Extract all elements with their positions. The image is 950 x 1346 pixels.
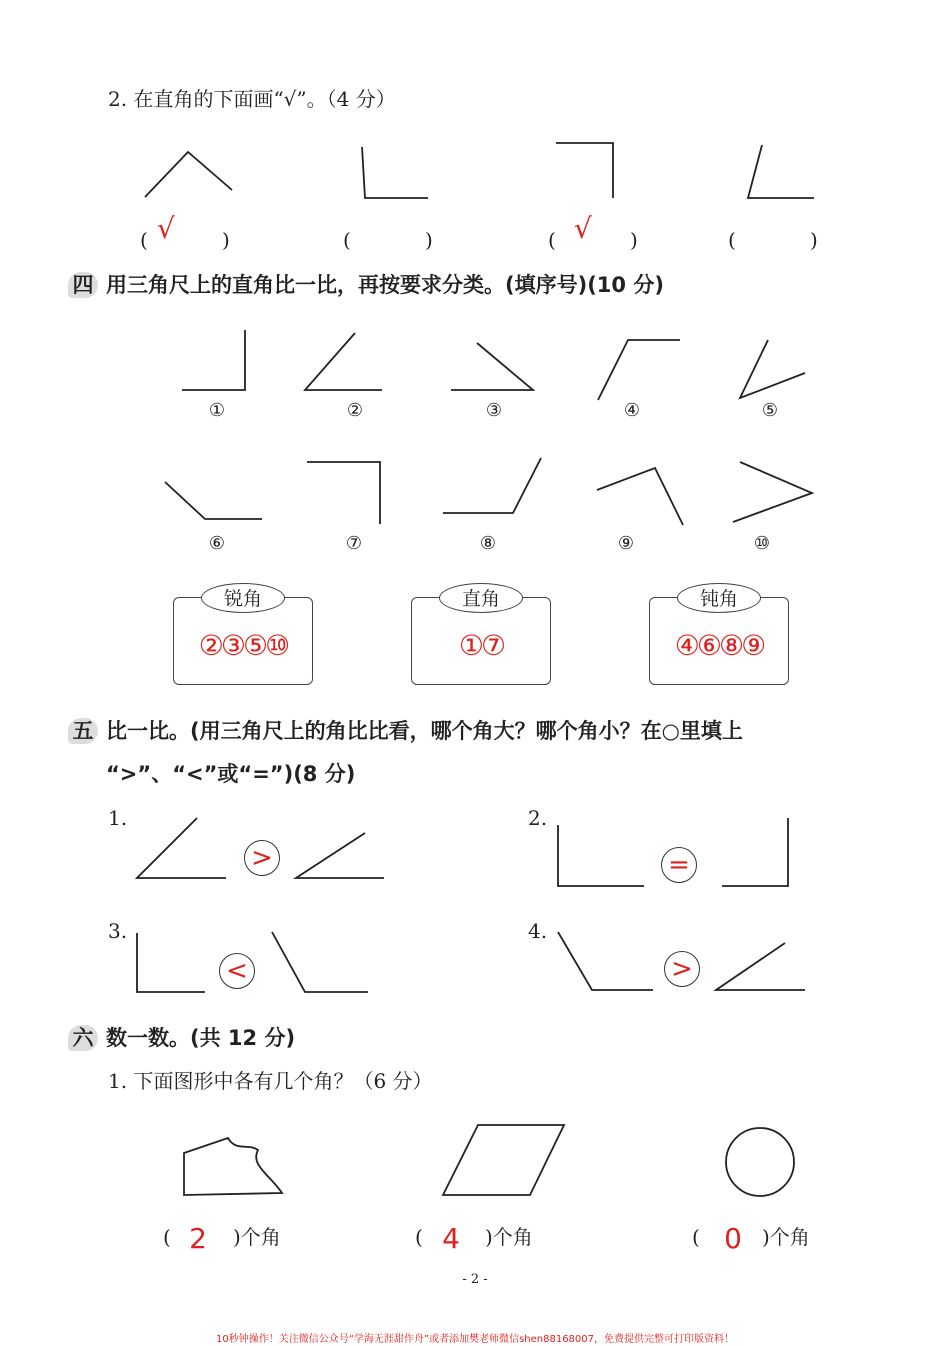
angle-label: ⑥	[208, 533, 226, 554]
paren-open: (	[548, 228, 556, 252]
page-number: - 2 -	[462, 1272, 488, 1287]
paren-open: (	[163, 1225, 171, 1249]
angle-label: ⑧	[479, 533, 497, 554]
section-6-badge: 六	[68, 1025, 98, 1051]
angle-label: ⑩	[753, 533, 771, 554]
compare-circle-2[interactable]: =	[661, 847, 697, 883]
angle-label: ①	[208, 400, 226, 421]
count-answer-1[interactable]: 2	[189, 1222, 207, 1255]
section-5-badge: 五	[68, 718, 98, 744]
right-angle-label: 直角	[439, 583, 523, 613]
s4-angles	[165, 330, 812, 525]
section-6-heading: 数一数。(共 12 分)	[106, 1026, 296, 1050]
angle-label: ⑨	[617, 533, 635, 554]
paren-close: )	[222, 228, 230, 252]
count-answer-2[interactable]: 4	[442, 1222, 460, 1255]
paren-open: (	[692, 1225, 700, 1249]
angle-label: ②	[346, 400, 364, 421]
obtuse-angle-label: 钝角	[677, 583, 761, 613]
check-mark-3[interactable]: √	[574, 212, 592, 245]
count-unit: )个角	[485, 1225, 533, 1249]
angle-label: ④	[623, 400, 641, 421]
section-5-heading: 比一比。(用三角尺上的角比比看，哪个角大？哪个角小？在○里填上	[106, 719, 743, 743]
item-number: 1.	[108, 806, 128, 830]
item-number: 4.	[528, 919, 548, 943]
compare-circle-3[interactable]: <	[219, 953, 255, 989]
section-4-badge: 四	[68, 272, 98, 298]
angle-label: ⑤	[761, 400, 779, 421]
s6-q1: 1. 下面图形中各有几个角？（6 分）	[108, 1069, 433, 1093]
q2-angles	[145, 143, 814, 198]
obtuse-angle-answer: ④⑥⑧⑨	[674, 629, 764, 662]
angle-label: ③	[485, 400, 503, 421]
paren-open: (	[415, 1225, 423, 1249]
compare-circle-1[interactable]: >	[244, 840, 280, 876]
paren-open: (	[140, 228, 148, 252]
angle-label: ⑦	[345, 533, 363, 554]
item-number: 2.	[528, 806, 548, 830]
q2-title: 2. 在直角的下面画“√”。（4 分）	[108, 87, 396, 111]
item-number: 3.	[108, 919, 128, 943]
acute-angle-label: 锐角	[201, 583, 285, 613]
paren-open: (	[728, 228, 736, 252]
section-5-heading-line2: “>”、“<”或“=”)(8 分)	[106, 762, 356, 786]
compare-circle-4[interactable]: >	[664, 951, 700, 987]
footer-note: 10秒钟操作！关注微信公众号“学海无涯甜作舟”或者添加樊老师微信shen88168007，免费提供完整可打印版资料！	[215, 1334, 735, 1345]
paren-close: )	[810, 228, 818, 252]
section-4-heading: 用三角尺上的直角比一比，再按要求分类。(填序号)(10 分)	[106, 273, 664, 297]
s6-shapes	[184, 1125, 794, 1196]
paren-close: )	[630, 228, 638, 252]
right-angle-answer: ①⑦	[458, 629, 504, 662]
paren-close: )	[425, 228, 433, 252]
count-unit: )个角	[762, 1225, 810, 1249]
paren-open: (	[343, 228, 351, 252]
count-unit: )个角	[233, 1225, 281, 1249]
acute-angle-answer: ②③⑤⑩	[198, 629, 288, 662]
count-answer-3[interactable]: 0	[724, 1222, 742, 1255]
check-mark-1[interactable]: √	[157, 212, 175, 245]
